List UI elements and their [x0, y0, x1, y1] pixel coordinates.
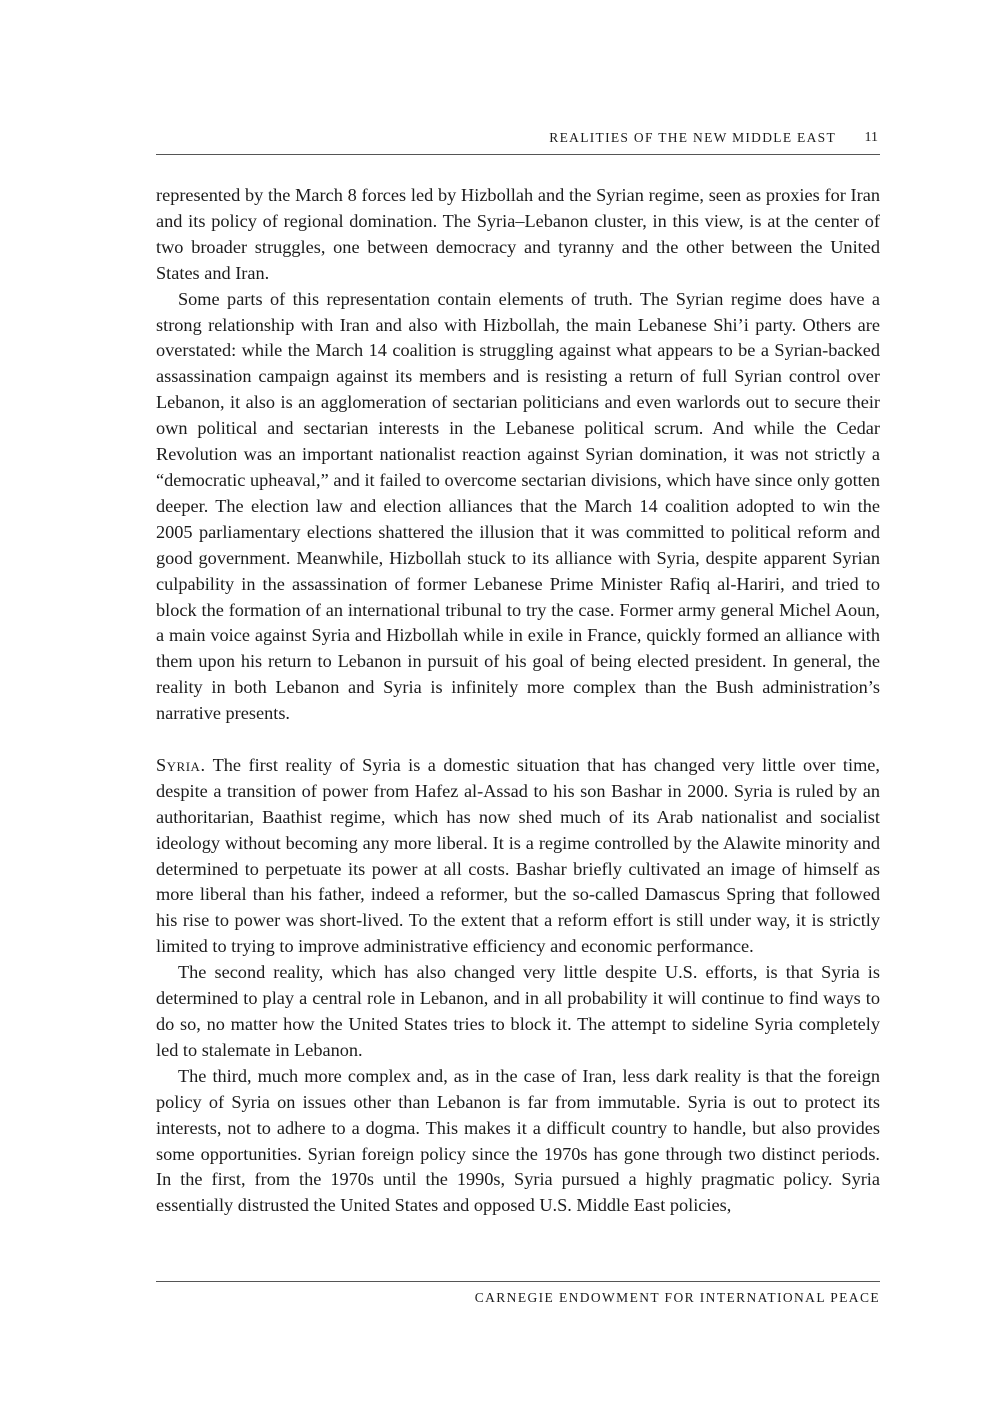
footer-rule [156, 1281, 880, 1282]
page-number: 11 [864, 130, 878, 145]
footer-publisher: CARNEGIE ENDOWMENT FOR INTERNATIONAL PEACE [474, 1290, 880, 1305]
paragraph-continued: represented by the March 8 forces led by Hizbollah and the Syrian regime, seen as proxies for Iran and its policy of regional domination. The Syria–Lebanon cluster, in this view, is at the center of two broader struggles, one between democracy and tyranny and the other between the United States and Iran. [156, 185, 880, 283]
section-first-paragraph [156, 753, 880, 960]
running-title: REALITIES OF THE NEW MIDDLE EAST [549, 130, 836, 145]
paragraph: The third, much more complex and, as in the case of Iran, less dark reality is that the foreign policy of Syria on issues other than Lebanon is far from immutable. Syria is out to protect its interests, not to adhere to a dogma. This makes it a difficult country to handle, but also provides some opportunities. Syrian foreign policy since the 1970s has gone through two distinct periods. In the first, from the 1970s until the 1990s, Syria pursued a highly pragmatic policy. Syria essentially distrusted the United States and opposed U.S. Middle East policies, [156, 1065, 880, 1216]
section-heading: Syria. [156, 754, 206, 775]
paragraph: Some parts of this representation contain elements of truth. The Syrian regime does have a strong relationship with Iran and also with Hizbollah, the main Lebanese Shi’i party. Others are overstated: while the March 14 coalition is struggling against what appears to be a Syrian-backed assassination campaign against its members and is resisting a return of full Syrian control over Lebanon, it also is an agglomeration of sectarian politicians and even warlords out to secure their own political and sectarian interests in the Lebanese political scrum. And while the Cedar Revolution was an important nationalist reaction against Syrian domination, it was not strictly a “democratic upheaval,” and it failed to overcome sectarian divisions, which have since only gotten deeper. The election law and election alliances that the March 14 coalition adopted to win the 2005 parliamentary elections shattered the illusion that it was committed to political reform and good government. Meanwhile, Hizbollah stuck to its alliance with Syria, despite apparent Syrian culpability in the assassination of former Lebanese Prime Minister Rafiq al-Hariri, and tried to block the formation of an international tribunal to try the case. Former army general Michel Aoun, a main voice against Syria and Hizbollah while in exile in France, quickly formed an alliance with them upon his return to Lebanon in pursuit of his goal of being elected president. In general, the reality in both Lebanon and Syria is infinitely more complex than the Bush administration’s narrative presents. [156, 288, 880, 724]
section-first-paragraph-text: The first reality of Syria is a domestic situation that has changed very little over time, despite a transition of power from Hafez al-Assad to his son Bashar in 2000. Syria is ruled by an authoritarian, Baathist regime, which has now shed much of its Arab nationalist and socialist ideology without becoming any more liberal. It is a regime controlled by the Alawite minority and determined to perpetuate its power at all costs. Bashar briefly cultivated an image of himself as more liberal than his father, indeed a reformer, but the so-called Damascus Spring that followed his rise to power was short-lived. To the extent that a reform effort is still under way, it is strictly limited to trying to improve administrative efficiency and economic performance. [156, 754, 880, 957]
body-text [156, 183, 880, 1219]
running-header [156, 128, 880, 155]
paragraph: The second reality, which has also changed very little despite U.S. efforts, is that Syria is determined to play a central role in Lebanon, and in all probability it will continue to find ways to do so, no matter how the United States tries to block it. The attempt to sideline Syria completely led to stalemate in Lebanon. [156, 962, 880, 1060]
